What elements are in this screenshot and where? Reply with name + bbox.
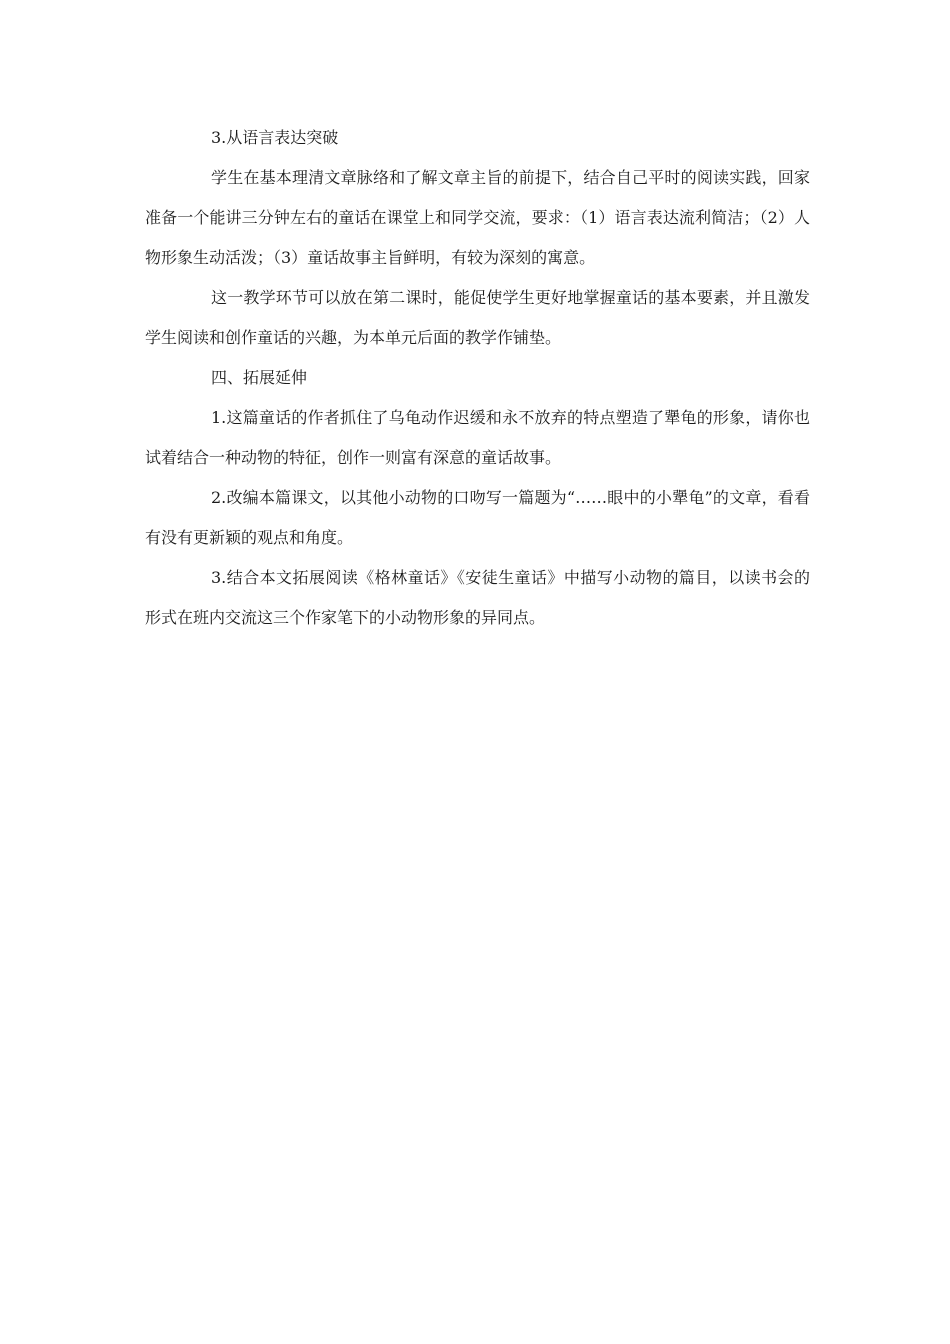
body-paragraph: 这一教学环节可以放在第二课时，能促使学生更好地掌握童话的基本要素，并且激发学生阅读和创作童话的兴趣，为本单元后面的教学作铺垫。 <box>145 288 810 347</box>
extension-item: 1.这篇童话的作者抓住了乌龟动作迟缓和永不放弃的特点塑造了犟龟的形象，请你也试着结合一种动物的特征，创作一则富有深意的童话故事。 <box>145 408 810 467</box>
extension-item: 2.改编本篇课文，以其他小动物的口吻写一篇题为“……眼中的小犟龟”的文章，看看有没有更新颖的观点和角度。 <box>145 488 810 547</box>
part-heading: 四、拓展延伸 <box>211 368 308 387</box>
extension-item: 3.结合本文拓展阅读《格林童话》《安徒生童话》中描写小动物的篇目，以读书会的形式在班内交流这三个作家笔下的小动物形象的异同点。 <box>145 568 810 627</box>
section-heading: 3.从语言表达突破 <box>211 128 339 147</box>
body-paragraph: 学生在基本理清文章脉络和了解文章主旨的前提下，结合自己平时的阅读实践，回家准备一个能讲三分钟左右的童话在课堂上和同学交流，要求：（1）语言表达流利简洁；（2）人物形象生动活泼；（3）童话故事主旨鲜明，有较为深刻的寓意。 <box>145 168 810 267</box>
